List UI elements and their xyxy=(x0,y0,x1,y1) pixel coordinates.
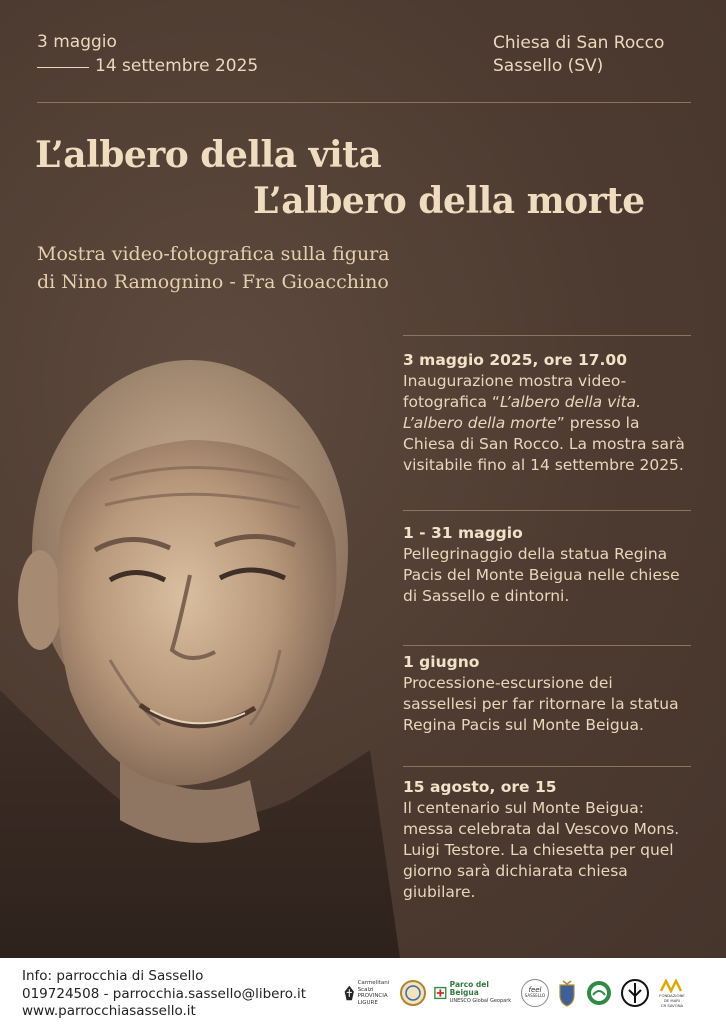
subtitle-line-2: di Nino Ramognino - Fra Gioacchino xyxy=(37,271,389,293)
parco-del-beigua-logo: Parco del Beigua UNESCO Global Geopark xyxy=(434,980,514,1006)
event-date: 3 maggio 2025, ore 17.00 xyxy=(403,351,627,369)
events-list xyxy=(403,335,691,903)
anniversary-seal-logo xyxy=(399,979,427,1007)
event-description: Inaugurazione mostra video-fotografica “L’albero della vita. L’albero della morte” presso la Chiesa di San Rocco. La mostra sarà visitabile fino al 14 settembre 2025. xyxy=(403,372,685,474)
date-start: 3 maggio xyxy=(37,32,117,52)
header-divider xyxy=(37,102,691,103)
phone-email[interactable]: 019724508 - parrocchia.sassello@libero.it xyxy=(22,985,307,1002)
event-item xyxy=(403,335,691,510)
event-date: 1 giugno xyxy=(403,653,480,671)
event-item xyxy=(403,645,691,766)
venue xyxy=(493,32,664,78)
event-item xyxy=(403,766,691,903)
date-range-line xyxy=(37,67,89,68)
info-label: Info: parrocchia di Sassello xyxy=(22,968,204,984)
event-description: Pellegrinaggio della statua Regina Pacis del Monte Beigua nelle chiese di Sassello e dintorni. xyxy=(403,545,680,605)
sponsor-logos xyxy=(344,976,687,1010)
venue-name: Chiesa di San Rocco xyxy=(493,33,665,53)
carmelitani-scalzi-logo: Carmelitani Scalzi PROVINCIA LIGURE xyxy=(344,978,392,1008)
circle-symbol-logo xyxy=(620,978,650,1008)
subtitle-line-1: Mostra video-fotografica sulla figura xyxy=(37,243,390,265)
date-end: 14 settembre 2025 xyxy=(95,56,259,76)
fondazione-de-mari-logo: FONDAZIONE DE MARI CR SAVONA xyxy=(657,977,687,1009)
event-date: 1 - 31 maggio xyxy=(403,524,523,542)
event-description: Il centenario sul Monte Beigua: messa celebrata dal Vescovo Mons. Luigi Testore. La chiesetta per quel giorno sarà dichiarata chiesa giubilare. xyxy=(403,799,680,901)
footer xyxy=(0,958,726,1030)
event-item xyxy=(403,510,691,645)
exhibition-subtitle xyxy=(37,240,557,296)
portrait-photo xyxy=(0,330,400,958)
title-line-2: L’albero della morte xyxy=(253,180,645,222)
contact-info xyxy=(22,968,306,1021)
coat-of-arms-logo xyxy=(556,978,578,1008)
green-round-badge-logo xyxy=(585,979,613,1007)
event-date: 15 agosto, ore 15 xyxy=(403,778,557,796)
title-line-1: L’albero della vita xyxy=(35,134,382,176)
exhibition-title xyxy=(35,132,695,224)
feel-sassello-logo: feel SASSELLO xyxy=(521,979,549,1007)
venue-town: Sassello (SV) xyxy=(493,56,604,76)
website-link[interactable]: www.parrocchiasassello.it xyxy=(22,1003,196,1019)
event-description: Processione-escursione dei sassellesi per far ritornare la statua Regina Pacis sul Monte Beigua. xyxy=(403,674,679,734)
